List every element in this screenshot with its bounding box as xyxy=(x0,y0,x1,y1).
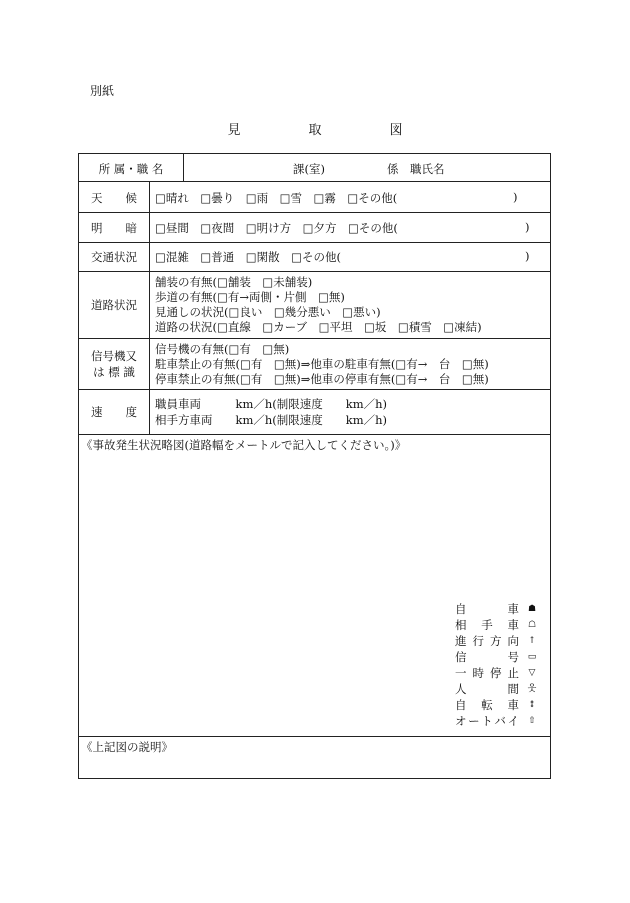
annex-label: 別紙 xyxy=(90,84,115,98)
road-paving[interactable]: 舗装の有無(□舗装 □未舗装) xyxy=(155,275,313,289)
weather-close-paren: ) xyxy=(513,190,518,204)
light-label: 明 暗 xyxy=(91,221,137,235)
traffic-close-paren: ) xyxy=(525,249,530,263)
legend-symbol-icon: ☖ xyxy=(527,620,537,630)
legend-item: 自 車 xyxy=(455,602,519,616)
legend-item: 人 間 xyxy=(455,682,519,696)
affiliation-label: 所 属・職 名 xyxy=(98,162,164,176)
weather-options[interactable]: □晴れ □曇り □雨 □雪 □霧 □その他( xyxy=(155,191,398,205)
legend-item: 自 転 車 xyxy=(455,698,519,712)
legend-symbol-icon: ▭ xyxy=(527,652,537,662)
legend-item: 進 行 方 向 xyxy=(455,634,519,648)
legend-item: 一 時 停 止 xyxy=(455,666,519,680)
no-parking[interactable]: 駐車禁止の有無(□有 □無)⇒他車の駐車有無(□有→ 台 □無) xyxy=(155,357,489,371)
speed-label: 速 度 xyxy=(91,405,137,419)
road-sidewalk[interactable]: 歩道の有無(□有→両側・片側 □無) xyxy=(155,290,345,304)
signal-label-line1: 信号機又 xyxy=(91,349,137,363)
speed-other-vehicle[interactable]: 相手方車両 km／h(制限速度 km／h) xyxy=(155,413,388,427)
legend-symbol-icon: ▽ xyxy=(528,668,536,678)
row-divider xyxy=(79,736,550,737)
explanation-heading: 《上記図の説明》 xyxy=(81,740,173,754)
sketch-area[interactable] xyxy=(79,454,449,734)
legend-item: オ ー ト バ イ xyxy=(455,714,519,728)
legend-symbol-icon: ☗ xyxy=(527,604,537,614)
road-visibility[interactable]: 見通しの状況(□良い □幾分悪い □悪い) xyxy=(155,305,381,319)
road-condition[interactable]: 道路の状況(□直線 □カーブ □平坦 □坂 □積雪 □凍結) xyxy=(155,320,482,334)
legend-symbol-icon: ↑ xyxy=(528,636,536,646)
light-options[interactable]: □昼間 □夜間 □明け方 □夕方 □その他( xyxy=(155,221,398,235)
explanation-area[interactable] xyxy=(79,754,549,776)
traffic-options[interactable]: □混雑 □普通 □閑散 □その他( xyxy=(155,250,341,264)
speed-own-vehicle[interactable]: 職員車両 km／h(制限速度 km／h) xyxy=(155,397,388,411)
signal-presence[interactable]: 信号機の有無(□有 □無) xyxy=(155,342,290,356)
department-field[interactable]: 課(室) xyxy=(293,162,325,176)
staff-name-field[interactable]: 係 職氏名 xyxy=(387,162,445,176)
legend-symbol-icon: ⥉ xyxy=(528,700,536,710)
legend-symbol-icon: 웃 xyxy=(527,684,537,694)
row-divider xyxy=(79,434,550,435)
page-title: 見取図 xyxy=(227,123,471,138)
light-close-paren: ) xyxy=(525,220,530,234)
weather-label: 天 候 xyxy=(91,191,137,205)
legend-symbol-icon: ⇧ xyxy=(528,716,536,726)
col-divider xyxy=(149,181,150,434)
no-stopping[interactable]: 停車禁止の有無(□有 □無)⇒他車の停車有無(□有→ 台 □無) xyxy=(155,372,489,386)
traffic-label: 交通状況 xyxy=(91,250,137,264)
legend-item: 相 手 車 xyxy=(455,618,519,632)
col-divider xyxy=(183,154,184,181)
signal-label-line2: は 標 識 xyxy=(93,365,135,379)
report-form xyxy=(78,153,551,779)
legend-item: 信 号 xyxy=(455,650,519,664)
sketch-heading: 《事故発生状況略図(道路幅をメートルで記入してください。)》 xyxy=(81,438,407,452)
road-label: 道路状況 xyxy=(91,298,137,312)
